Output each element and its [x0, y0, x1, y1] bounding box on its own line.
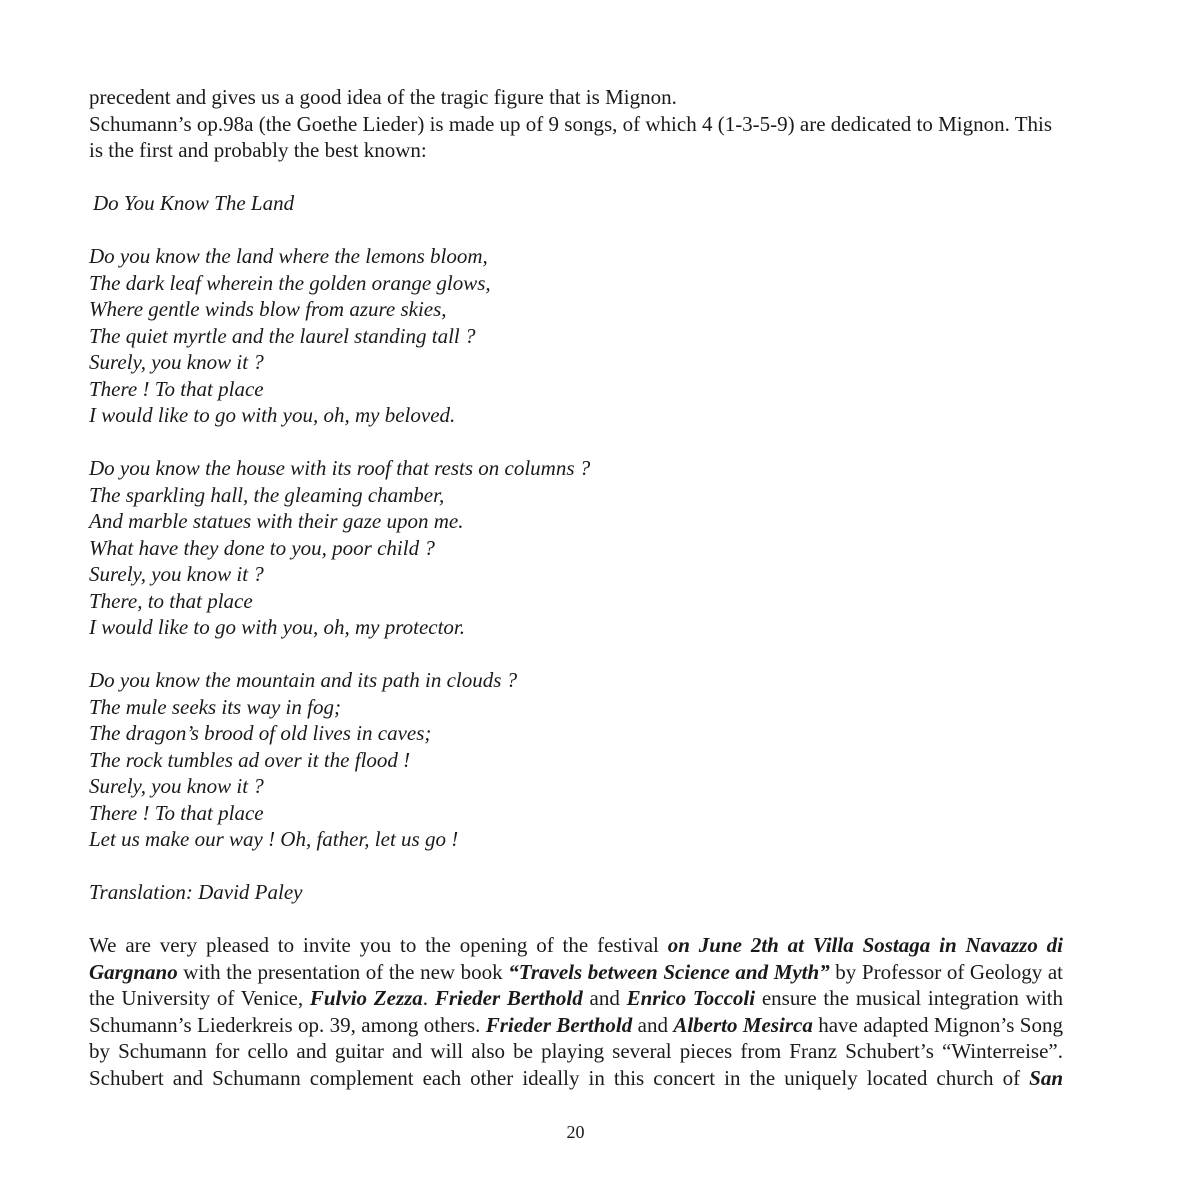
page-number: 20: [566, 1122, 585, 1142]
verse-line: There ! To that place: [89, 376, 264, 401]
verse-line: The mule seeks its way in fog;: [89, 694, 341, 719]
verse-line: Surely, you know it ?: [89, 774, 264, 798]
person-name: Alberto Mesirca: [673, 1012, 813, 1037]
verse-line: Surely, you know it ?: [89, 350, 264, 374]
intro-line-1: precedent and gives us a good idea of the tragic figure that is Mignon.: [89, 85, 677, 109]
stanza-2: [89, 455, 1063, 641]
person-name: Frieder Berthold: [434, 986, 583, 1010]
verse-line: There, to that place: [89, 588, 253, 613]
verse-line: The rock tumbles ad over it the flood !: [89, 747, 411, 772]
invitation-text: and: [582, 986, 627, 1010]
verse-line: Let us make our way ! Oh, father, let us go !: [89, 827, 459, 851]
verse-line: And marble statues with their gaze upon me.: [89, 509, 464, 533]
verse-line: What have they done to you, poor child ?: [89, 535, 435, 560]
person-name: Enrico Toccoli: [626, 986, 756, 1010]
verse-line: I would like to go with you, oh, my protector.: [89, 615, 466, 639]
stanza-1: [89, 243, 1063, 429]
church-name: San: [1029, 1065, 1063, 1090]
verse-line: The dragon’s brood of old lives in caves;: [89, 721, 432, 745]
invitation-paragraph: [89, 932, 1063, 1091]
song-title: Do You Know The Land: [93, 191, 295, 215]
page-body: [89, 84, 1063, 1091]
invitation-text: .: [422, 986, 435, 1010]
verse-line: Do you know the mountain and its path in clouds ?: [89, 668, 518, 692]
invitation-text: have adapted Mignon’s Song by Schumann for cello and guitar and will also be playing several pieces from Franz Schubert’s “Winterreise”. Schubert and Schumann complement each other ideally in this concert in the uniquely located church of: [89, 1012, 1063, 1090]
verse-line: Do you know the house with its roof that rests on columns ?: [89, 456, 591, 480]
verse-line: The dark leaf wherein the golden orange glows,: [89, 270, 491, 295]
invitation-text: We are very pleased to invite you to the opening of the festival: [89, 933, 668, 957]
verse-line: I would like to go with you, oh, my beloved.: [89, 403, 456, 427]
translation-credit: Translation: David Paley: [89, 880, 303, 904]
invitation-text: ensure the musical integration with Schumann’s Liederkreis op. 39, among others.: [89, 986, 1063, 1037]
verse-line: Surely, you know it ?: [89, 562, 264, 586]
verse-line: Do you know the land where the lemons bloom,: [89, 244, 488, 268]
person-name: Frieder Berthold: [485, 1012, 633, 1037]
verse-line: Where gentle winds blow from azure skies,: [89, 297, 447, 321]
invitation-text: and: [632, 1012, 674, 1037]
book-title: “Travels between Science and Myth”: [508, 959, 830, 984]
verse-line: The sparkling hall, the gleaming chamber,: [89, 482, 445, 507]
person-name: Fulvio Zezza: [309, 986, 423, 1010]
invitation-text: by Professor of Geology at the University of Venice,: [89, 959, 1064, 1010]
intro-line-2: Schumann’s op.98a (the Goethe Lieder) is made up of 9 songs, of which 4 (1-3-5-9) are dedicated to Mignon. This is the first and probably the best known:: [89, 111, 1053, 162]
event-date-venue: on June 2th at Villa Sostaga in Navazzo di Gargnano: [89, 933, 1064, 984]
verse-line: There ! To that place: [89, 800, 264, 825]
invitation-text: with the presentation of the new book: [177, 959, 509, 984]
stanza-3: [89, 667, 1063, 853]
verse-line: The quiet myrtle and the laurel standing tall ?: [89, 323, 476, 348]
